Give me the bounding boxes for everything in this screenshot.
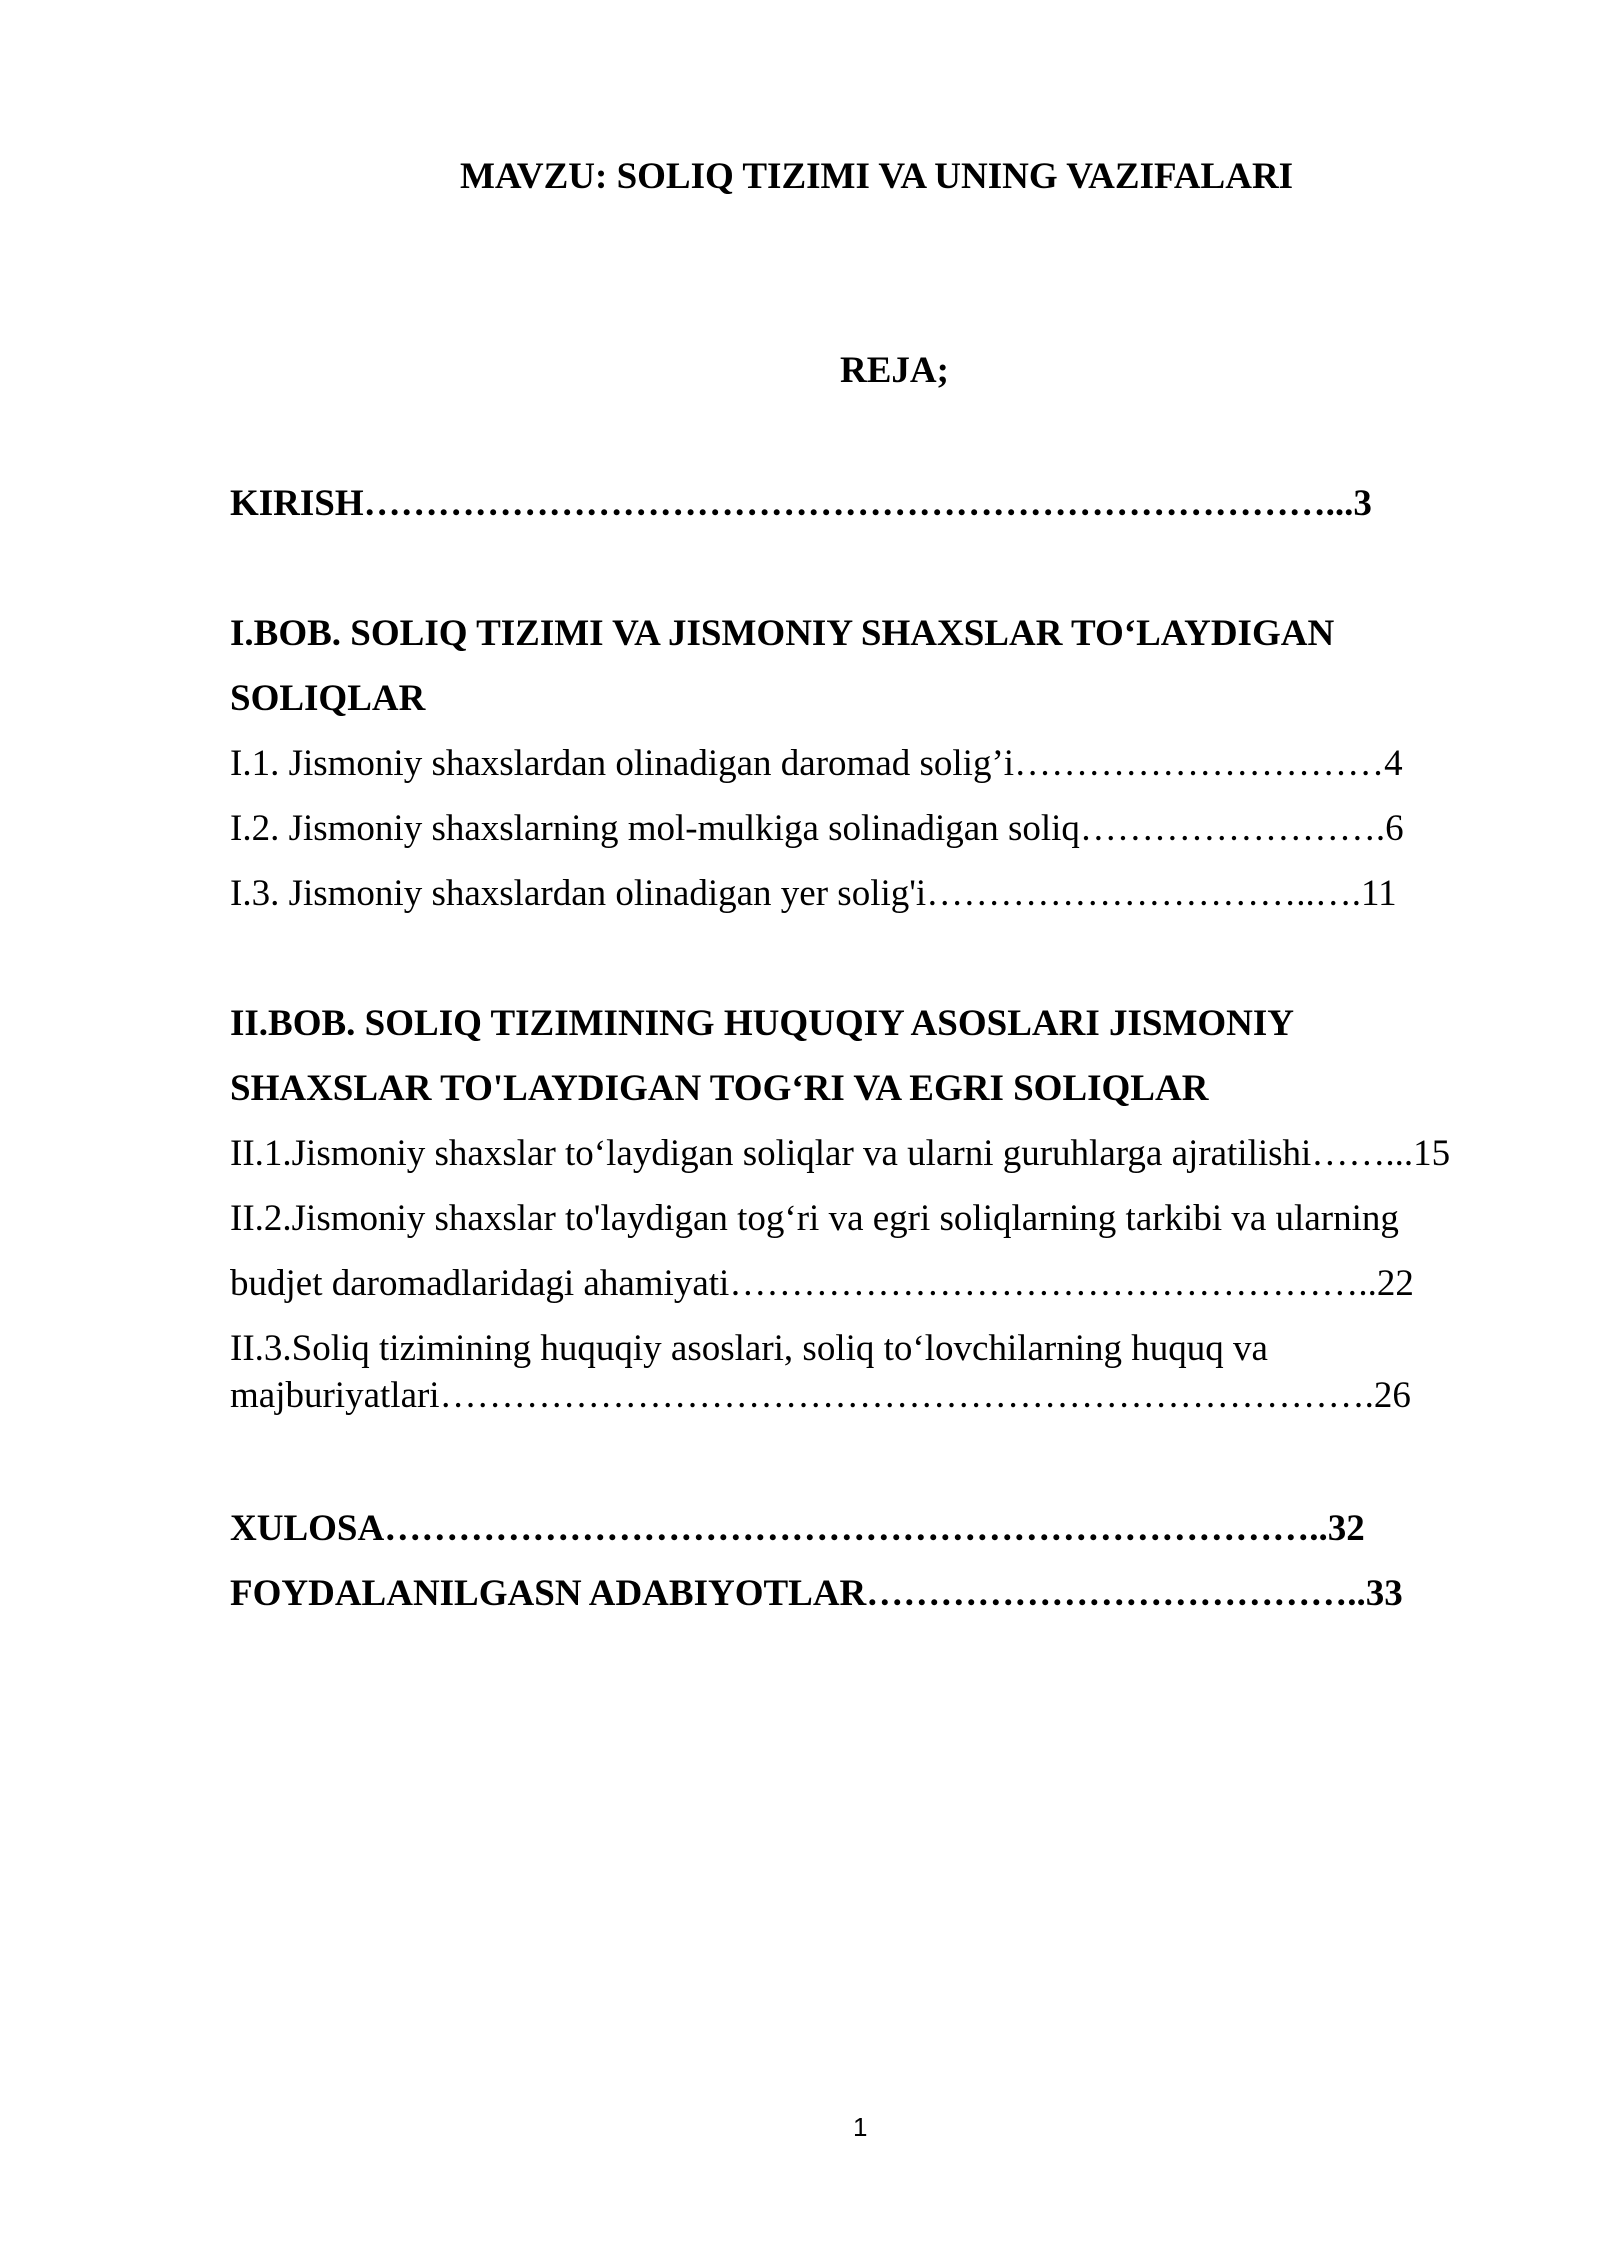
toc-entry-2-2-line2: budjet daromadlaridagi ahamiyati……………………………………………..22 — [230, 1263, 1414, 1304]
toc-entry-2-1: II.1.Jismoniy shaxslar to‘laydigan soliqlar va ularni guruhlarga ajratilishi……...15 — [230, 1133, 1451, 1174]
toc-entry-conclusion: XULOSA…………………………………………………………………..32 — [230, 1508, 1365, 1549]
toc-entry-1-3: I.3. Jismoniy shaxslardan olinadigan yer solig'i…………………………..….11 — [230, 873, 1397, 914]
toc-entry-2-3-line1: II.3.Soliq tizimining huquqiy asoslari, soliq to‘lovchilarning huquq va — [230, 1328, 1268, 1369]
toc-chapter1-heading-line2: SOLIQLAR — [230, 678, 426, 719]
plan-heading: REJA; — [840, 350, 949, 391]
document-title: MAVZU: SOLIQ TIZIMI VA UNING VAZIFALARI — [460, 156, 1294, 197]
toc-chapter2-heading-line1: II.BOB. SOLIQ TIZIMINING HUQUQIY ASOSLARI JISMONIY — [230, 1003, 1295, 1044]
toc-entry-1-2: I.2. Jismoniy shaxslarning mol-mulkiga solinadigan soliq…………………….6 — [230, 808, 1404, 849]
toc-entry-2-2-line1: II.2.Jismoniy shaxslar to'laydigan tog‘ri va egri soliqlarning tarkibi va ularning — [230, 1198, 1399, 1239]
toc-entry-1-1: I.1. Jismoniy shaxslardan olinadigan daromad solig’i…………………………4 — [230, 743, 1403, 784]
page-number: 1 — [853, 2112, 868, 2142]
toc-entry-references: FOYDALANILGASN ADABIYOTLAR…………………………………..33 — [230, 1573, 1403, 1614]
toc-chapter1-heading-line1: I.BOB. SOLIQ TIZIMI VA JISMONIY SHAXSLAR TO‘LAYDIGAN — [230, 613, 1335, 654]
toc-entry-2-3-line2: majburiyatlari………………………………………………………………….26 — [230, 1375, 1411, 1416]
toc-entry-introduction: KIRISH……………………………………………………………………...3 — [230, 483, 1372, 524]
toc-chapter2-heading-line2: SHAXSLAR TO'LAYDIGAN TOG‘RI VA EGRI SOLIQLAR — [230, 1068, 1209, 1109]
